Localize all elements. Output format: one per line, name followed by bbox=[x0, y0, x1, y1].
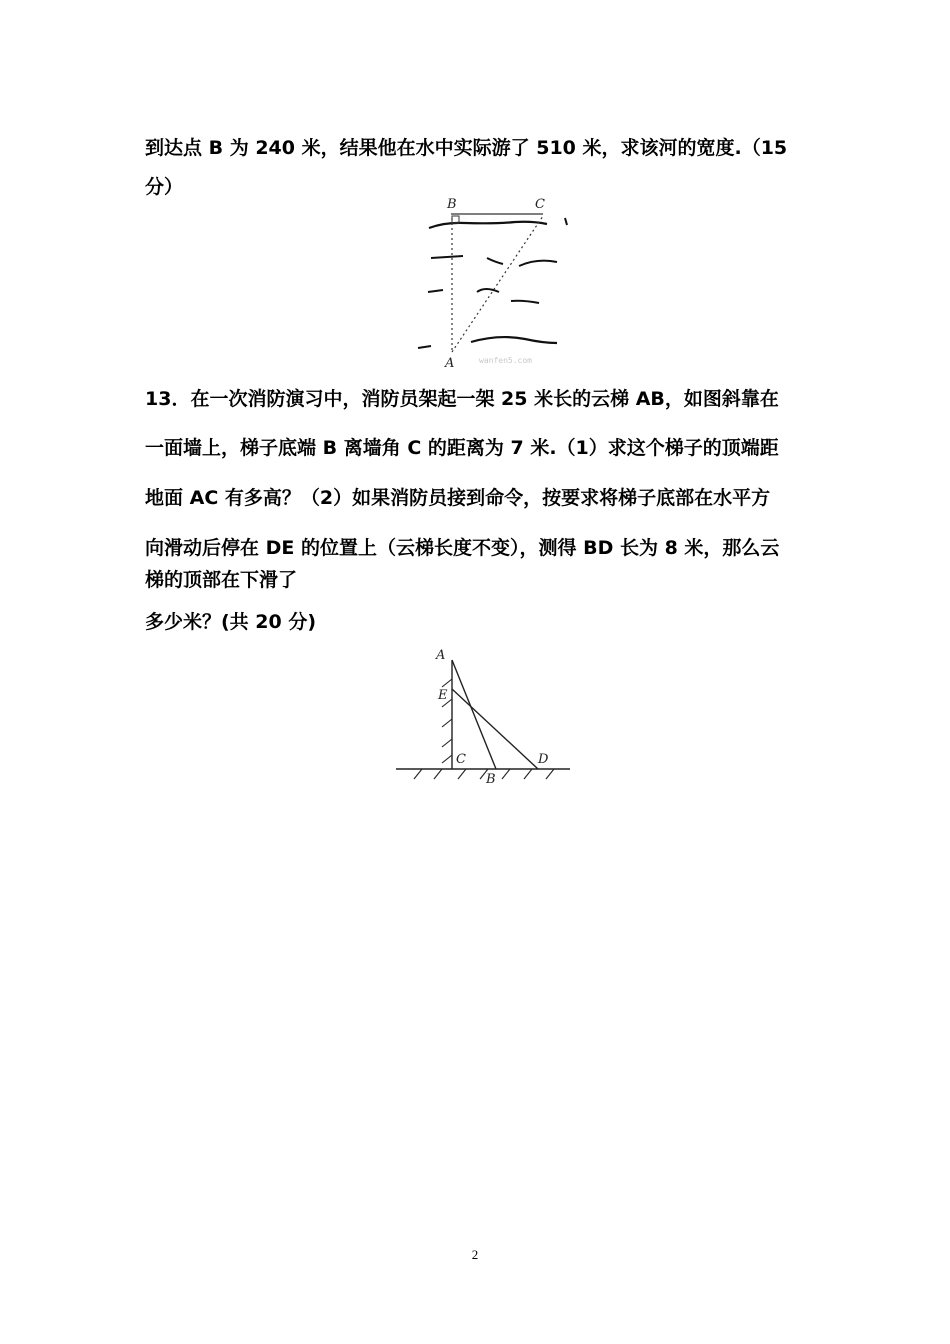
page-number: 2 bbox=[471, 1247, 479, 1262]
figure-label-e: E bbox=[438, 688, 448, 703]
ladder-wall-figure bbox=[392, 643, 577, 788]
problem-13-text-line-1: 13．在一次消防演习中，消防员架起一架 25 米长的云梯 AB，如图斜靠在 bbox=[145, 388, 779, 410]
figure-label-c: C bbox=[456, 752, 466, 767]
figure-label-c: C bbox=[535, 197, 545, 212]
figure-label-b: B bbox=[447, 197, 457, 212]
problem-13-text-line-6: 多少米？(共 20 分) bbox=[145, 611, 317, 633]
problem-13-text-line-2: 一面墙上，梯子底端 B 离墙角 C 的距离为 7 米.（1）求这个梯子的顶端距 bbox=[145, 437, 779, 459]
figure-label-a: A bbox=[436, 648, 446, 663]
problem-13-text-line-3: 地面 AC 有多高？（2）如果消防员接到命令，按要求将梯子底部在水平方 bbox=[145, 487, 771, 509]
figure-label-a: A bbox=[445, 356, 455, 371]
problem-12-text-line-2: 分） bbox=[145, 176, 184, 198]
river-crossing-figure bbox=[415, 192, 585, 372]
figure-label-d: D bbox=[538, 752, 549, 767]
figure-label-b: B bbox=[486, 772, 496, 787]
problem-12-text-line-1: 到达点 B 为 240 米，结果他在水中实际游了 510 米，求该河的宽度.（15 bbox=[145, 137, 788, 159]
watermark-text: wanfen5.com bbox=[479, 356, 532, 365]
problem-13-text-line-5: 梯的顶部在下滑了 bbox=[145, 569, 298, 591]
problem-13-text-line-4: 向滑动后停在 DE 的位置上（云梯长度不变），测得 BD 长为 8 米，那么云 bbox=[145, 537, 780, 559]
